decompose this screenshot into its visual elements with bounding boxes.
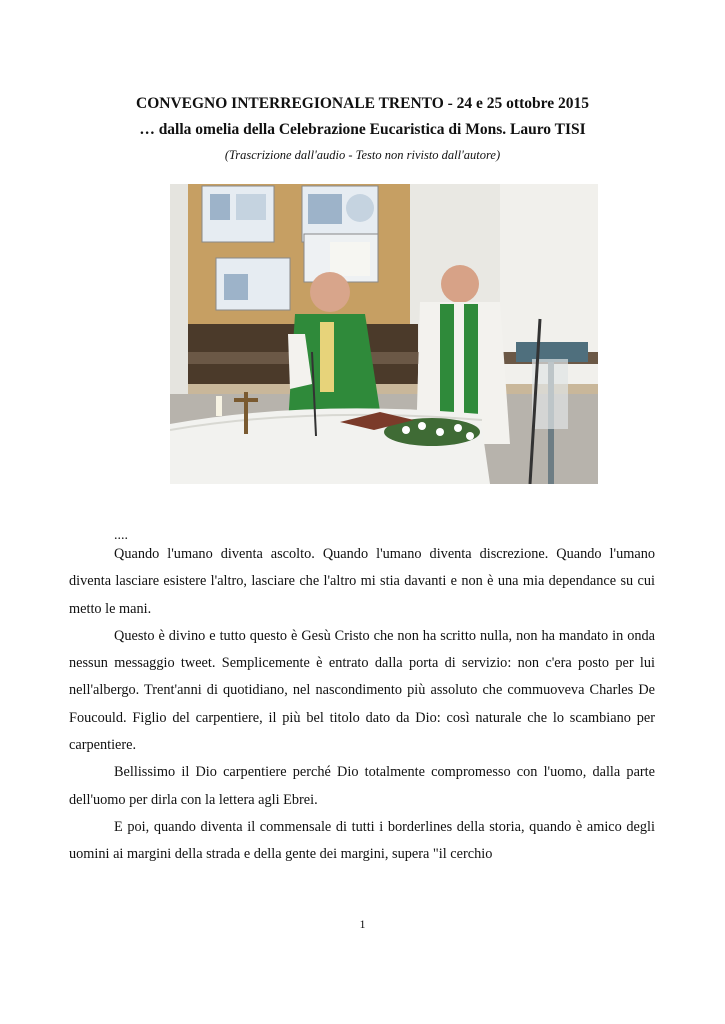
paragraph: E poi, quando diventa il commensale di tutti i borderlines della storia, quando è amico degli uomini ai margini della strada e della gente dei margini, supera "il cerchio [69, 818, 655, 863]
page-number: 1 [359, 917, 366, 931]
ellipsis: .... [114, 528, 128, 543]
title-line-1: CONVEGNO INTERREGIONALE TRENTO - 24 e 25 ottobre 2015 [136, 95, 589, 112]
title-line-2: … dalla omelia della Celebrazione Eucaristica di Mons. Lauro TISI [139, 121, 586, 138]
subtitle: (Trascrizione dall'audio - Testo non rivisto dall'autore) [224, 148, 501, 162]
paragraph: Quando l'umano diventa ascolto. Quando l'umano diventa discrezione. Quando l'umano diventa lasciare esistere l'altro, lasciare che l'altro mi stia davanti e non è una mia dependance su cui metto le mani. [69, 546, 655, 617]
celebration-photo [170, 184, 598, 484]
body-text [69, 541, 655, 869]
paragraph: Bellissimo il Dio carpentiere perché Dio totalmente compromesso con l'uomo, dalla parte dell'uomo per dirla con la lettera agli Ebrei. [69, 764, 655, 808]
paragraph: Questo è divino e tutto questo è Gesù Cristo che non ha scritto nulla, non ha mandato in onda nessun messaggio tweet. Semplicemente è entrato dalla porta di servizio: non c'era posto per lui nell'albergo. Trent'anni di quotidiano, nel nascondimento più assoluto che commuoveva Charles De Foucould. Figlio del carpentiere, il più bel titolo dato da Dio: così naturale che lo scambiano per carpentiere. [69, 627, 655, 754]
